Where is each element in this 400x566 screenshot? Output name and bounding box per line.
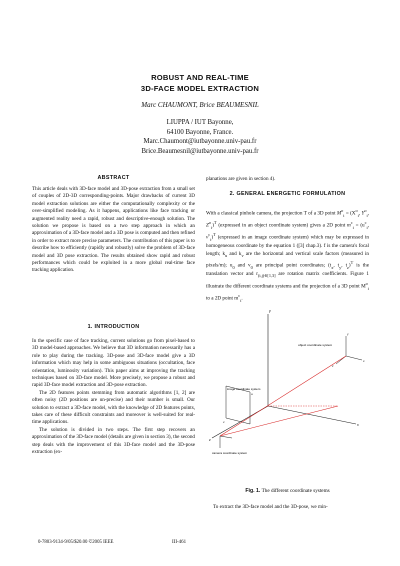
section2-body	[206, 207, 369, 304]
continuation-line: planations are given in section 4).	[206, 176, 276, 182]
svg-text:u: u	[251, 392, 253, 396]
svg-text:z: z	[332, 364, 334, 368]
email-line: Marc.Chaumont@iutbayonne.univ-pau.fr	[143, 138, 257, 146]
figure-caption	[206, 488, 369, 494]
object-system-label: object coordinate system	[298, 343, 333, 347]
image-system-label: image coordinate system	[227, 387, 261, 391]
section2-paragraph: With a classical pinhole camera, the projection T of a 3D point $M^o_i = (X^o_i$, $Y^o_i$, $Z^o_i)^T$ (expressed in an object coordinate system) gives a 2D point $m^c_i = (u^c_i$, $v^c_i)^T$ (expressed in an image coordinate system) which may be expressed in homogeneous coordinate by the equation 1 ([3] chap.3). f is the camera's focal length; $k_u$ and $k_v$ are the horizontal and vertical scale factors (measured in pixels/m); $u_0$ and $v_0$ are principal point coordinates; ($t_x$, $t_y$, $t_z)^T$ is the translation vector and $r_{(i,j)\in[1,3]}$ are rotation matrix coefficients. Figure 1 illustrate the different coordinate systems and the projection of a 3D point $M^o_i$ to a 2D point $m^c_i$.	[206, 208, 370, 303]
svg-text:x: x	[363, 359, 365, 363]
coordinate-systems-figure	[206, 298, 369, 478]
svg-text:y: y	[347, 332, 349, 336]
footer-page-number: III-461	[172, 540, 187, 545]
introduction-body	[32, 338, 195, 457]
figure-number: Fig. 1.	[245, 488, 261, 494]
right-column-last-line: To extract the 3D-face model and the 3D-pose, we min-	[213, 504, 328, 510]
section2-heading: 2. GENERAL ENERGETIC FORMULATION	[229, 191, 346, 197]
abstract-text: This article deals with 3D-face model and 3D-pose extraction from a small set of couples of 2D-3D corresponding-points. Major drawbacks of current 3D model extraction solutions are either the computationally complexity or the over-simplified modeling. As it happens, applications like face tracking or augmented reality need a rapid, robust and descriptive-enough solution. The solution we propose is based on a two step approach in which an approximation of a 3D-face model and a 3D pose is computed and then refined in order to extract more precise parameters. The contribution of this paper is to describe how to efficiently (rapidly and robustly) solve the problem of 3D-face model and 3D pose extraction. The results obtained show rapid and robust performances which could be exploited in a more global real-time face tracking application.	[32, 186, 195, 274]
abstract-heading: ABSTRACT	[97, 175, 130, 181]
authors: Marc CHAUMONT, Brice BEAUMESNIL	[141, 101, 259, 109]
title-line-1: ROBUST AND REAL-TIME	[151, 73, 249, 82]
title-line-2: 3D-FACE MODEL EXTRACTION	[140, 84, 260, 93]
abstract-body	[32, 186, 195, 275]
affiliation-line: 64100 Bayonne, France.	[166, 128, 234, 136]
intro-paragraph: The solution is divided in two steps. The first step recovers an approximation of the 3D-face model (details are given in section 3), the second step deals with the improvement of this 3D-face model and the 3D-pose extraction (ex-	[32, 426, 195, 456]
axis-label-z: z	[209, 438, 211, 442]
continuation-text	[206, 176, 369, 183]
camera-system-label: camera coordinate system	[212, 451, 248, 455]
affiliation-line: LIUPPA / IUT Bayonne,	[166, 119, 234, 126]
projection-ray	[220, 356, 346, 436]
svg-text:v: v	[223, 420, 225, 424]
introduction-heading: 1. INTRODUCTION	[87, 324, 140, 330]
footer-copyright: 0-7803-9134-9/05/$20.00 ©2005 IEEE	[38, 540, 114, 545]
figure-caption-text: The different coordinate systems	[260, 488, 330, 494]
intro-paragraph: In the specific case of face tracking, current solutions go from pixel-based to 3D model-based approaches. We believe that 3D information necessarily has a role to play during the tracking. 3D-pose and 3D-face model give a 3D information which may help in some ambiguous situations (occultation, face orientation, luminosity variation). This paper aims at improving the tracking techniques based on 3D-face model. More precisely, we propose a robust and rapid 3D-face model extraction and 3D-pose extraction.	[32, 338, 195, 389]
object-x-axis	[268, 406, 356, 424]
axis-label-y: y	[269, 309, 271, 313]
axis-label-x: x	[357, 423, 359, 427]
intro-paragraph: The 2D features points stemming from automatic algorithms [1, 2] are often noisy (2D positions are un-precise) and their number is small. Our solution to extract a 3D-face model, with the knowledge of 2D features points, takes care of these difficult constraints and moreover is well-suited for real-time applications.	[32, 389, 195, 426]
email-line: Brice.Beaumesnil@iutbayonne.univ-pau.fr	[141, 147, 259, 155]
affiliation-block	[0, 118, 400, 156]
